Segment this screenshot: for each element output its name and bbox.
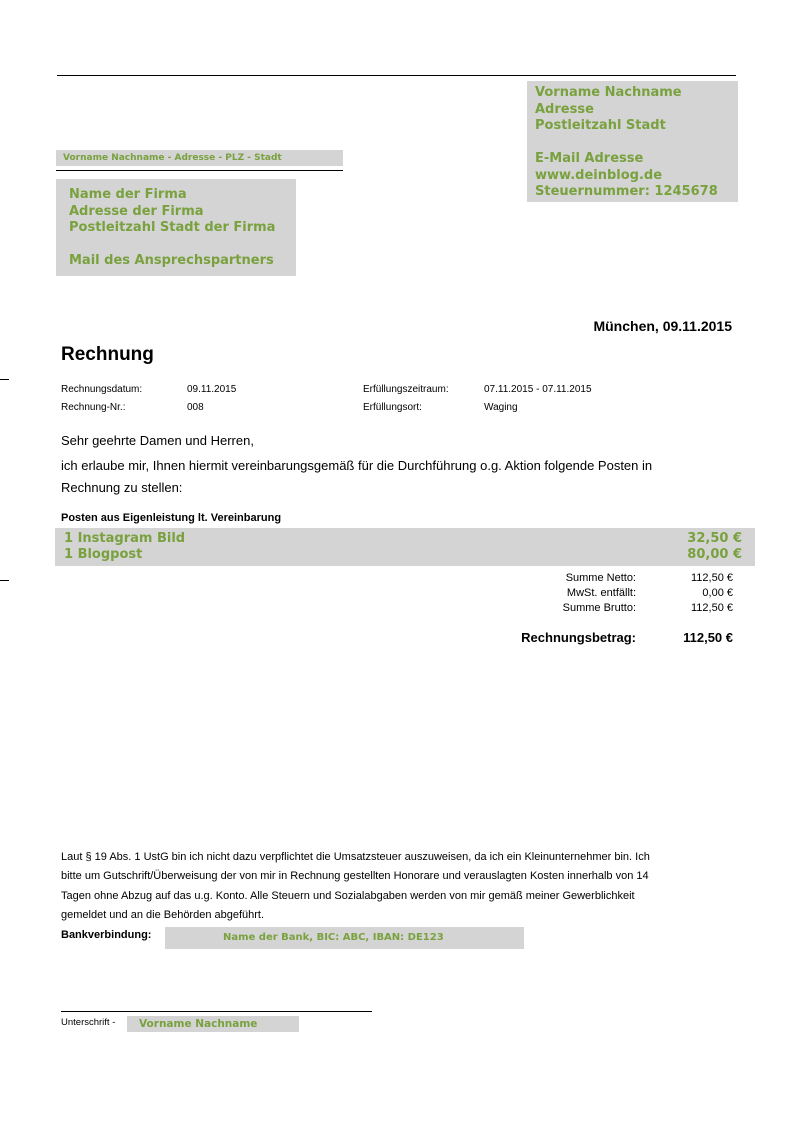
invoice-no-label: Rechnung-Nr.: <box>61 402 126 413</box>
amount-label: Rechnungsbetrag: <box>521 630 636 645</box>
net-label: Summe Netto: <box>565 572 636 584</box>
return-address: Vorname Nachname - Adresse - PLZ - Stadt <box>63 153 282 163</box>
place: Waging <box>484 402 518 413</box>
gross-value: 112,50 € <box>690 602 733 614</box>
fold-mark-top <box>0 379 9 380</box>
gross-label: Summe Brutto: <box>562 602 636 614</box>
footer-line-3: Tagen ohne Abzug auf das u.g. Konto. Alle Steuern und Sozialabgaben werden von mir gemäß meiner Gewerblichkeit <box>61 890 635 902</box>
vat-label: MwSt. entfällt: <box>566 587 636 599</box>
sender-zip-city: Postleitzahl Stadt <box>535 118 666 133</box>
items-table <box>55 528 755 566</box>
place-date: München, 09.11.2015 <box>593 318 732 334</box>
footer-line-1: Laut § 19 Abs. 1 UstG bin ich nicht dazu verpflichtet die Umsatzsteuer auszuweisen, da ich ein Kleinunternehmer bin. Ich <box>61 851 650 863</box>
salutation: Sehr geehrte Damen und Herren, <box>61 433 254 448</box>
signature-box <box>127 1016 299 1032</box>
page-title: Rechnung <box>61 344 154 365</box>
sender-tax-number: Steuernummer: 1245678 <box>535 184 718 199</box>
intro-line-1: ich erlaube mir, Ihnen hiermit vereinbarungsgemäß für die Durchführung o.g. Aktion folgende Posten in <box>61 458 653 473</box>
fold-mark-bottom <box>0 580 9 581</box>
recipient-address: Adresse der Firma <box>69 203 204 219</box>
bank-box <box>165 927 524 949</box>
sender-name: Vorname Nachname <box>535 85 682 100</box>
recipient-contact-mail: Mail des Ansprechspartners <box>69 253 274 268</box>
vat-value: 0,00 € <box>702 587 733 599</box>
amount-value: 112,50 € <box>683 630 733 645</box>
footer-line-2: bitte um Gutschrift/Überweisung der von mir in Rechnung gestellten Honorare und verauslagten Kosten innerhalb von 14 <box>61 870 649 882</box>
return-address-strip <box>56 150 343 166</box>
signature-name: Vorname Nachname <box>139 1018 258 1030</box>
recipient-company: Name der Firma <box>69 187 187 202</box>
return-address-rule <box>56 170 343 171</box>
place-label: Erfüllungsort: <box>363 402 422 413</box>
sender-email: E-Mail Adresse <box>535 151 644 166</box>
signature-label: Unterschrift - <box>61 1017 116 1028</box>
invoice-date-label: Rechnungsdatum: <box>61 384 143 395</box>
net-value: 112,50 € <box>690 572 733 584</box>
sender-address: Adresse <box>535 101 594 117</box>
invoice-date: 09.11.2015 <box>187 384 237 395</box>
sender-website: www.deinblog.de <box>535 167 663 183</box>
recipient-box <box>56 179 296 276</box>
header-rule <box>57 75 736 76</box>
recipient-zip-city: Postleitzahl Stadt der Firma <box>69 220 276 235</box>
invoice-no: 008 <box>187 402 204 413</box>
items-heading: Posten aus Eigenleistung lt. Vereinbarung <box>61 512 282 524</box>
item-price: 32,50 € <box>687 531 742 546</box>
signature-line <box>61 1011 372 1012</box>
bank-value: Name der Bank, BIC: ABC, IBAN: DE123 <box>223 932 444 943</box>
period-label: Erfüllungszeitraum: <box>363 384 449 395</box>
item-name: 1 Instagram Bild <box>64 531 186 546</box>
item-name: 1 Blogpost <box>64 547 143 562</box>
item-price: 80,00 € <box>687 547 742 562</box>
sender-box <box>527 81 738 202</box>
intro-line-2: Rechnung zu stellen: <box>61 480 183 495</box>
period: 07.11.2015 - 07.11.2015 <box>484 384 592 395</box>
bank-label: Bankverbindung: <box>61 929 152 941</box>
footer-line-4: gemeldet und an die Behörden abgeführt. <box>61 909 265 921</box>
